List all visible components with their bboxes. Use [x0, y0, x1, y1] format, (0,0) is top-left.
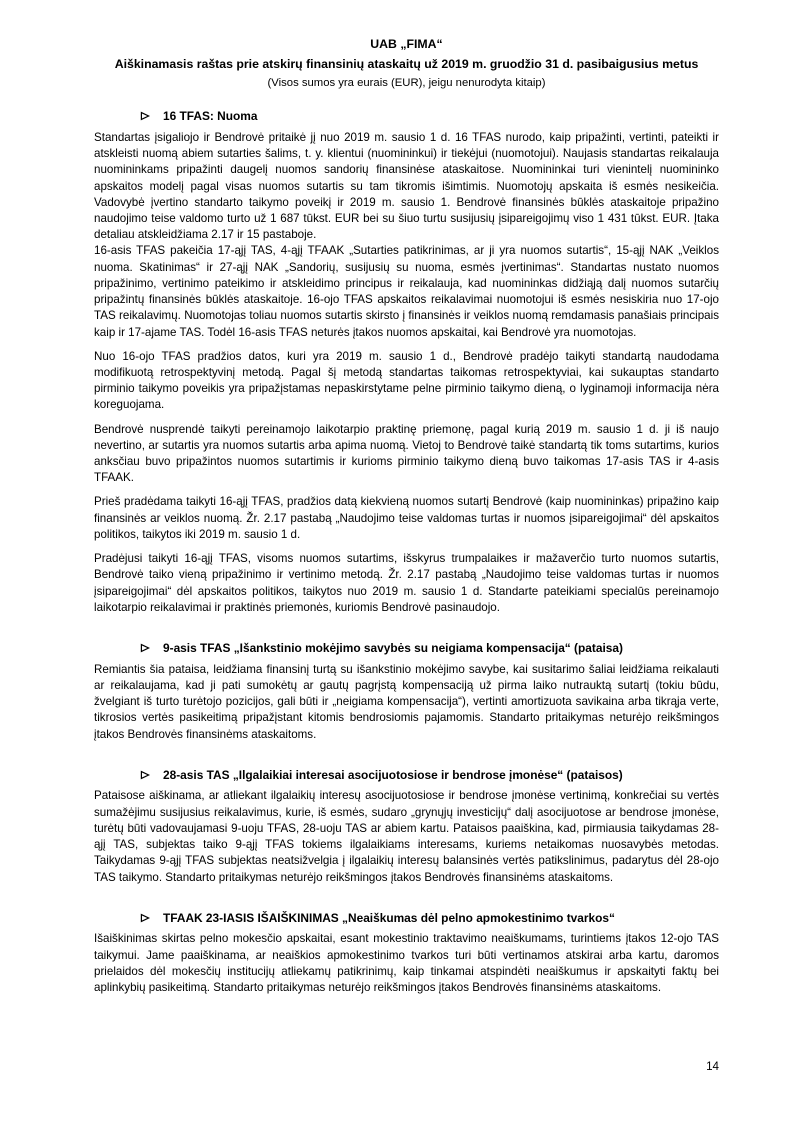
section-ifrs16-lease [94, 108, 719, 616]
paragraph: Pradėjusi taikyti 16-ąjį TFAS, visoms nuomos sutartims, išskyrus trumpalaikes ir mažaverčio turto nuomos sutartis, Bendrovė taiko vieną pripažinimo ir vertinimo metodą. Žr. 2.17 pastabą „Naudojimo teise valdomas turtas ir nuomos įsipareigojimai“ dėl apskaitos politikos, taikytos nuo 2019 m. sausio 1 d. Standarte pateikiami specialūs pereinamojo laikotarpio reikalavimai ir praktinės priemonės, kuriomis Bendrovė pasinaudojo. [94, 552, 719, 614]
paragraph: Prieš pradėdama taikyti 16-ąjį TFAS, pradžios datą kiekvieną nuomos sutartį Bendrovė (kaip nuomininkas) pripažino kaip finansinės ar veiklos nuomą. Žr. 2.17 pastabą „Naudojimo teise valdomas turtas ir nuomos įsipareigojimai“ dėl apskaitos politikos, taikytos iki 2019 m. sausio 1 d. [94, 495, 719, 541]
section-heading [94, 108, 719, 125]
currency-note: (Visos sumos yra eurais (EUR), jeigu nenurodyta kitaip) [267, 77, 546, 90]
arrowhead-right-icon [140, 643, 150, 653]
section-heading [94, 910, 719, 927]
section-heading-text: TFAAK 23-IASIS IŠAIŠKINIMAS „Neaiškumas dėl pelno apmokestinimo tvarkos“ [163, 910, 615, 925]
paragraph: Standartas įsigaliojo ir Bendrovė pritaikė jį nuo 2019 m. sausio 1 d. 16 TFAS nurodo, kaip pripažinti, vertinti, pateikti ir atskleisti nuomą abiem sutarties šalims, t. y. klientui (nuomininkui) ir tiekėjui (nuomotojui). Naujasis standartas reikalauja nuomininkams pripažinti daugelį nuomos sandorių finansinėse ataskaitose. Nuomininkai turi vienintelį nuomininko apskaitos modelį pagal visas nuomos sutartis su tam tikromis išimtimis. Nuomotojų apskaita iš esmės nesikeičia. Vadovybė įvertino standarto taikymo poveikį ir 2019 m. sausio 1. Bendrovė finansinės būklės ataskaitoje pripažino naudojimo teise valdomo turto už 1 687 tūkst. EUR bei su šiuo turtu susijusių įsipareigojimų viso 1 431 tūkst. EUR. Įtaka detaliau atskleidžiama 2.17 ir 15 pastaboje. [94, 130, 719, 242]
paragraph: Bendrovė nusprendė taikyti pereinamojo laikotarpio praktinę priemonę, pagal kurią 2019 m. sausio 1 d. ji iš naujo nevertino, ar sutartis yra nuomos sutartis arba apima nuomą. Vietoj to Bendrovė taikė standartą tik toms sutartims, kurios anksčiau buvo pripažintos nuomos sutartimis ir kurioms pirminio taikymo dieną buvo taikomas 17-asis TAS ir 4-asis TFAAK. [94, 422, 719, 485]
paragraph: Remiantis šia pataisa, leidžiama finansinį turtą su išankstinio mokėjimo savybe, kai susitarimo šaliai leidžiama reikalauti ar reikalaujama, kad ji pati sumokėtų ar gautų pagrįstą kompensaciją už pirma laiko nutrauktą sutartį (tokiu būdu, žvelgiant iš turto turėtojo pozicijos, gali būti ir „neigiama kompensacija“), vertinti amortizuota savikaina arba tikrąja verte, tikrosios vertės pasikeitimą pripažįstant kitomis bendrosiomis pajamomis. Standarto pritaikymas neturėjo reikšmingos įtakos Bendrovės finansinėms ataskaitoms. [94, 662, 719, 741]
section-ias28-amendments [94, 767, 719, 886]
page-number: 14 [706, 1059, 719, 1073]
section-ifrs9-amendment [94, 640, 719, 743]
arrowhead-right-icon [140, 913, 150, 923]
section-heading-text: 9-asis TFAS „Išankstinio mokėjimo savybės su neigiama kompensacija“ (pataisa) [163, 641, 623, 655]
paragraph: Nuo 16-ojo TFAS pradžios datos, kuri yra 2019 m. sausio 1 d., Bendrovė pradėjo taikyti standartą naudodama modifikuotą retrospektyvinį metodą. Pagal šį metodą standartas taikomas retrospektyviai, kai sukauptas standarto pirminio taikymo poveikis yra pripažįstamas nepaskirstytame pelne pirminio taikymo dieną, o lyginamoji informacija nėra koreguojama. [94, 349, 719, 412]
document-header [94, 36, 719, 92]
arrowhead-right-icon [140, 770, 150, 780]
document-title: Aiškinamasis raštas prie atskirų finansinių ataskaitų už 2019 m. gruodžio 31 d. pasibaigusius metus [114, 57, 699, 72]
section-heading-text: 16 TFAS: Nuoma [163, 109, 258, 124]
paragraph: Pataisose aiškinama, ar atliekant ilgalaikių interesų asocijuotosiose ir bendrose įmonėse vertinimą, konkrečiai su vertės sumažėjimu susijusius reikalavimus, kurie, iš esmės, sudaro „grynųjų investicijų“ dalį asocijuotose ar bendrose įmonėse, turėtų būti vadovaujamasi 9-uoju TFAS, 28-uoju TAS ar abiem kartu. Pataisos paaiškina, kad, pirmiausia taikydamas 28-ąjį TAS, subjektas taiko 9-ąjį TFAS tokiems ilgalaikiams interesams, kuriems netaikomas nuosavybės metodas. Taikydamas 9-ąjį TFAS subjektas neatsižvelgia į ilgalaikių interesų balansinės vertės patikslinimus, padarytus dėl 28-ojo TAS taikymo. Standarto pritaikymas neturėjo reikšmingos įtakos Bendrovės finansinėms ataskaitoms. [94, 789, 719, 884]
section-heading [94, 767, 719, 784]
paragraph: Išaiškinimas skirtas pelno mokesčio apskaitai, esant mokestinio traktavimo neaiškumams, turintiems įtakos 12-ojo TAS taikymui. Jame paaiškinama, ar neaiškios apmokestinimo tvarkos turi būti vertinamos atskirai arba kartu, daromos prielaidos dėl mokesčių institucijų atliekamų patikrinimų, kaip tinkamai atspindėti neaiškumus ir apskaityti faktų bei aplinkybių pasikeitimą. Standarto pritaikymas neturėjo reikšmingos įtakos Bendrovės finansinėms ataskaitoms. [94, 932, 719, 995]
section-heading [94, 640, 719, 657]
arrowhead-right-icon [140, 111, 150, 121]
section-ifric23 [94, 910, 719, 997]
paragraph: 16-asis TFAS pakeičia 17-ąjį TAS, 4-ąjį TFAAK „Sutarties patikrinimas, ar ji yra nuomos sutartis“, 15-ąjį NAK „Veiklos nuoma. Skatinimas“ ir 27-ąjį NAK „Sandorių, susijusių su nuoma, esmės įvertinimas“. Standartas nustato nuomos pripažinimo, vertinimo pateikimo ir atskleidimo principus ir reikalauja, kad nuomininkas didžiąją dalį nuomos sutarčių pripažintų finansinės būklės ataskaitoje. 16-ojo TFAS apskaitos reikalavimai nuomotojui iš esmės nesiskiria nuo 17-ojo TAS reikalavimų. Nuomotojas toliau nuomos sutartis skirsto į finansinės ir veiklos nuomą remdamasis panašiais principais kaip ir 17-ajame TAS. Todėl 16-asis TFAS neturės įtakos nuomos apskaitai, kai Bendrovė yra nuomotojas. [94, 244, 719, 339]
section-heading-text: 28-asis TAS „Ilgalaikiai interesai asocijuotosiose ir bendrose įmonėse“ (pataisos) [163, 767, 623, 782]
company-name: UAB „FIMA“ [370, 37, 443, 51]
